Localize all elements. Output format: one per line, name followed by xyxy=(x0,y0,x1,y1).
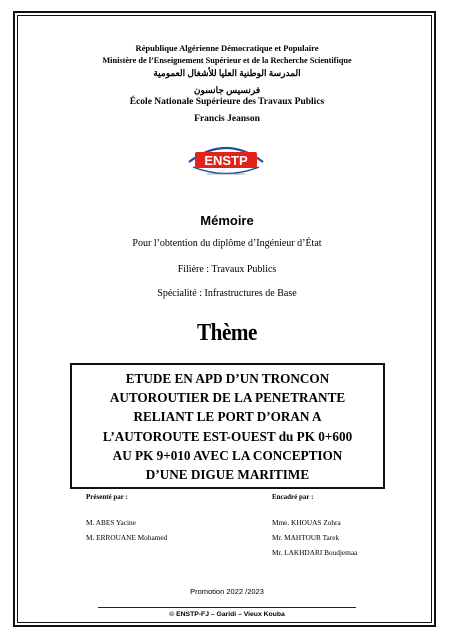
diploma-purpose: Pour l’obtention du diplôme d’Ingénieur d’État xyxy=(132,238,322,249)
theme-title-text xyxy=(72,369,383,484)
supervisor-name: Mme. KHOUAS Zohra xyxy=(272,518,341,527)
logo-text: ENSTP xyxy=(204,153,248,168)
ministry-heading: Ministère de l’Enseignement Supérieur et de la Recherche Scientifique xyxy=(102,56,352,65)
theme-line: AU PK 9+010 AVEC LA CONCEPTION xyxy=(112,447,343,463)
theme-heading: Thème xyxy=(197,320,257,346)
student-name: M. ABES Yacine xyxy=(86,518,136,527)
arabic-name-heading: فرنسيس جانسون xyxy=(193,85,261,95)
theme-line: L’AUTOROUTE EST-OUEST du PK 0+600 xyxy=(102,428,353,444)
filiere-line: Filière : Travaux Publics xyxy=(177,264,277,275)
student-name: M. ERROUANE Mohamed xyxy=(86,533,168,542)
theme-line: AUTOROUTIER DE LA PENETRANTE xyxy=(109,390,346,406)
supervisor-name: Mr. MAHTOUR Tarek xyxy=(272,533,340,542)
theme-title-box xyxy=(70,363,385,489)
theme-line: RELIANT LE PORT D’ORAN A xyxy=(133,409,322,425)
specialite-line: Spécialité : Infrastructures de Base xyxy=(157,288,297,299)
footer-address: © ENSTP-FJ – Garidi – Vieux Kouba xyxy=(169,611,285,618)
arabic-school-heading: المدرسة الوطنية العليا للأشغال العمومية xyxy=(153,68,301,78)
school-name-heading: Francis Jeanson xyxy=(194,114,260,124)
footer-divider xyxy=(98,607,356,608)
school-heading: École Nationale Supérieure des Travaux Publics xyxy=(129,97,325,107)
theme-line: D’UNE DIGUE MARITIME xyxy=(145,467,310,483)
presented-by-label: Présenté par : xyxy=(86,493,128,501)
supervisor-name: Mr. LAKHDARI Boudjemaa xyxy=(272,548,358,557)
theme-line: ETUDE EN APD D’UN TRONCON xyxy=(125,371,330,386)
memoire-title: Mémoire xyxy=(200,213,254,228)
enstp-logo xyxy=(185,140,267,184)
promotion-year: Promotion 2022 /2023 xyxy=(190,587,264,596)
supervised-by-label: Encadré par : xyxy=(272,493,314,501)
republic-heading: République Algérienne Démocratique et Populaire xyxy=(135,43,319,53)
